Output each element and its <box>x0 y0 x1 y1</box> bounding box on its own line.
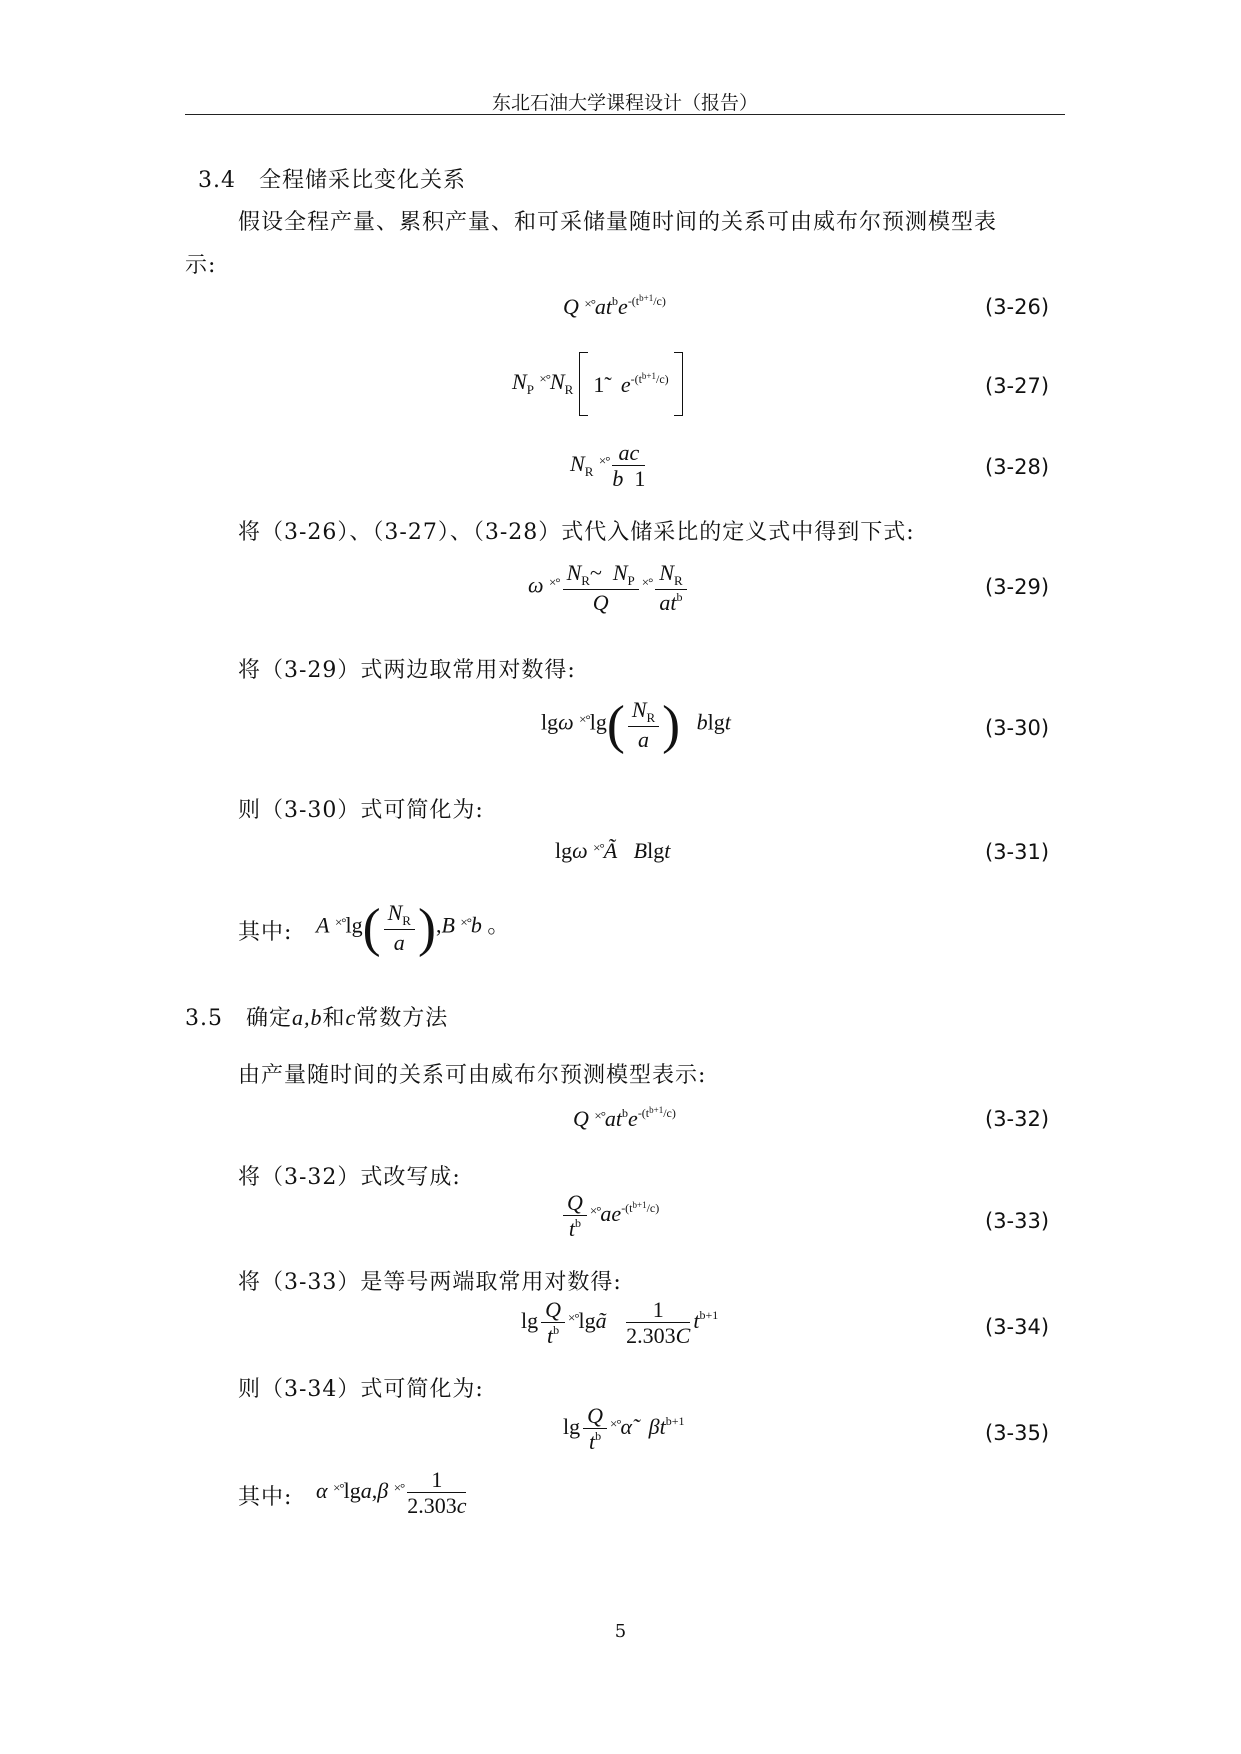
heading-suffix: 常数方法 <box>356 1006 449 1031</box>
equation-3-26: Q $^{\times^\circ}at^be^{-(t^{b+1}/c)}$ <box>563 293 666 319</box>
page-number: 5 <box>614 1621 627 1642</box>
equation-number-3-27: (3-27) <box>985 374 1050 398</box>
equation-3-31: lgω ×°Ã Blgt <box>555 838 671 863</box>
paragraph-intro-3-5: 由产量随时间的关系可由威布尔预测模型表示: <box>238 1063 707 1088</box>
heading-vars: a,b <box>292 1005 323 1030</box>
equation-number-3-28: (3-28) <box>985 455 1050 479</box>
heading-prefix: 3.5 确定 <box>185 1006 292 1031</box>
equation-number-3-30: (3-30) <box>985 716 1050 740</box>
paragraph-simplify-3-5: 则（3-34）式可简化为: <box>238 1377 484 1402</box>
heading-and: 和 <box>322 1006 346 1031</box>
paragraph-substitute: 将（3-26）、（3-27）、（3-28）式代入储采比的定义式中得到下式: <box>238 520 915 545</box>
equation-number-3-33: (3-33) <box>985 1209 1050 1233</box>
heading-c: c <box>345 1005 357 1030</box>
paragraph-intro-line-2: 示: <box>185 253 217 278</box>
page-header: 东北石油大学课程设计（报告） <box>491 92 758 114</box>
equation-3-35: lg $\frac{Q}{t^b}$ ×°α̃ $\beta t^{b+1}$ <box>563 1403 685 1455</box>
equation-number-3-31: (3-31) <box>985 840 1050 864</box>
equation-3-34: lg $\frac{Q}{t^b}$ ×°lgã $\frac{1}{2.303C}$ $t^{b+1}$ <box>521 1297 719 1349</box>
equation-number-3-26: (3-26) <box>985 295 1050 319</box>
equation-3-28: $N_R$ ×° $\frac{ac}{b 1}$ <box>570 440 646 492</box>
equation-number-3-35: (3-35) <box>985 1421 1050 1445</box>
header-rule <box>185 114 1065 115</box>
equation-3-33: $\frac{Q}{t^b}$ $^{\times^\circ}ae^{-(t^{b+1}/c)}$ <box>560 1190 659 1242</box>
where-label-3-4: 其中: <box>238 920 293 945</box>
paragraph-log: 将（3-29）式两边取常用对数得: <box>238 658 576 683</box>
section-heading-3-4: 3.4 全程储采比变化关系 <box>198 168 466 193</box>
equation-3-29: ω ×° $\frac{N_R\sim N_P}{Q}$ ×° $\frac{N_R}{at^b}$ <box>528 560 690 615</box>
equation-3-32: Q $^{\times^\circ}at^be^{-(t^{b+1}/c)}$ <box>573 1105 676 1131</box>
paragraph-intro-line-1: 假设全程产量、累积产量、和可采储量随时间的关系可由威布尔预测模型表 <box>238 210 998 235</box>
section-heading-3-5 <box>185 1001 448 1032</box>
where-definitions-3-4: A ×°lg( $\frac{N_R}{a}$ ),B ×°b 。 <box>316 897 510 958</box>
where-definitions-3-5: α ×°lga,β ×° $\frac{1}{2.303c}$ <box>316 1467 467 1519</box>
where-label-3-5: 其中: <box>238 1485 293 1510</box>
equation-number-3-29: (3-29) <box>985 575 1050 599</box>
equation-3-27: $N_P$ $^{\times^\circ}N_R$ 1̃ $e^{-(t^{b+1}/c)}$ <box>512 352 683 416</box>
equation-number-3-34: (3-34) <box>985 1315 1050 1339</box>
paragraph-log-3-5: 将（3-33）是等号两端取常用对数得: <box>238 1270 622 1295</box>
paragraph-simplify: 则（3-30）式可简化为: <box>238 798 484 823</box>
equation-number-3-32: (3-32) <box>985 1107 1050 1131</box>
equation-3-30: lgω ×°lg( $\frac{N_R}{a}$ ) blgt <box>541 694 731 755</box>
paragraph-rewrite: 将（3-32）式改写成: <box>238 1165 461 1190</box>
